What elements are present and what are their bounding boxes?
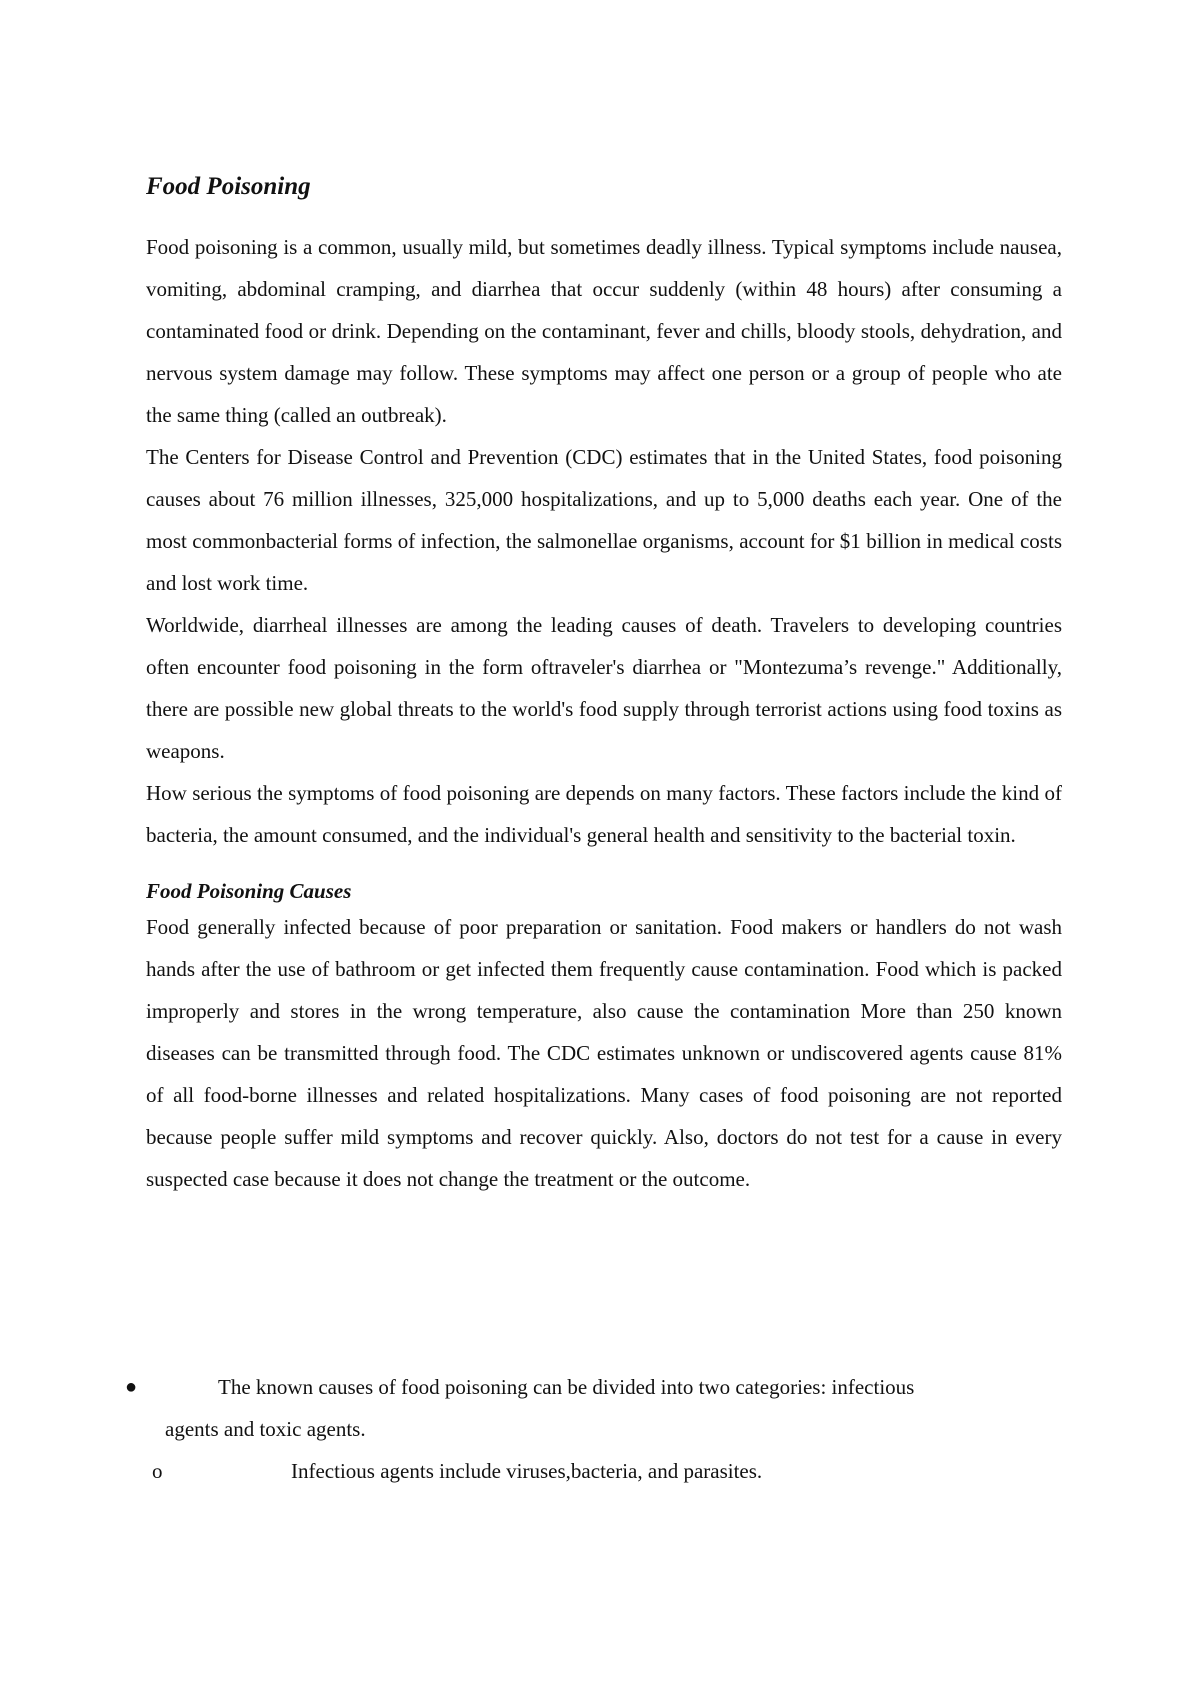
page-title: Food Poisoning bbox=[146, 173, 311, 200]
causes-paragraph: Food generally infected because of poor preparation or sanitation. Food makers or handlers do not wash hands after the use of bathroom or get infected them frequently cause contamination. Food which is packed improperly and stores in the wrong temperature, also cause the contamination More than 250 known diseases can be transmitted through food. The CDC estimates unknown or undiscovered agents cause 81% of all food-borne illnesses and related hospitalizations. Many cases of food poisoning are not reported because people suffer mild symptoms and recover quickly. Also, doctors do not test for a cause in every suspected case because it does not change the treatment or the outcome. bbox=[146, 915, 1062, 1191]
intro-paragraph: Food poisoning is a common, usually mild, but sometimes deadly illness. Typical symptoms include nausea, vomiting, abdominal cramping, and diarrhea that occur suddenly (within 48 hours) after consuming a contaminated food or drink. Depending on the contaminant, fever and chills, bloody stools, dehydration, and nervous system damage may follow. These symptoms may affect one person or a group of people who ate the same thing (called an outbreak). bbox=[146, 235, 1062, 427]
causes-list bbox=[125, 1366, 1061, 1492]
list-item bbox=[125, 1366, 1061, 1450]
sub-bullet-text: Infectious agents include viruses,bacteria, and parasites. bbox=[291, 1459, 763, 1483]
severity-paragraph: How serious the symptoms of food poisoning are depends on many factors. These factors include the kind of bacteria, the amount consumed, and the individual's general health and sensitivity to the bacterial toxin. bbox=[146, 781, 1062, 847]
cdc-paragraph: The Centers for Disease Control and Prevention (CDC) estimates that in the United States, food poisoning causes about 76 million illnesses, 325,000 hospitalizations, and up to 5,000 deaths each year. One of the most commonbacterial forms of infection, the salmonellae organisms, account for $1 billion in medical costs and lost work time. bbox=[146, 445, 1062, 595]
section-heading: Food Poisoning Causes bbox=[146, 879, 352, 903]
sub-list-item bbox=[125, 1450, 1061, 1492]
bullet-icon: ● bbox=[125, 1376, 138, 1398]
sub-bullet-icon: o bbox=[152, 1459, 163, 1483]
bullet-text-line2: agents and toxic agents. bbox=[165, 1417, 366, 1441]
worldwide-paragraph: Worldwide, diarrheal illnesses are among the leading causes of death. Travelers to developing countries often encounter food poisoning in the form oftraveler's diarrhea or "Montezuma’s revenge." Additionally, there are possible new global threats to the world's food supply through terrorist actions using food toxins as weapons. bbox=[146, 613, 1062, 763]
bullet-text-line1: The known causes of food poisoning can be divided into two categories: infectious bbox=[218, 1375, 915, 1399]
section-spacer bbox=[146, 856, 1062, 876]
document-body bbox=[146, 170, 1062, 1200]
